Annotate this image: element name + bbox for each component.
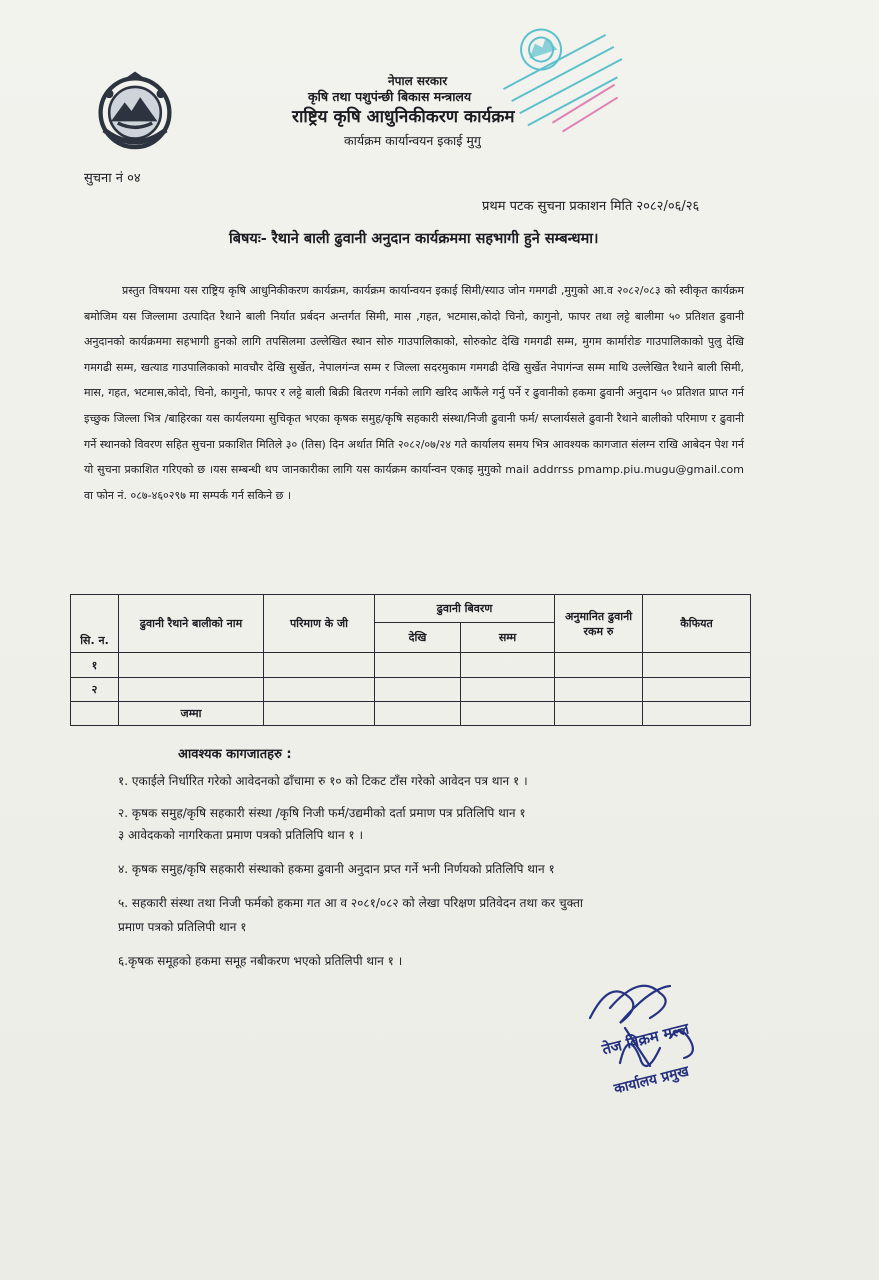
table-total-label: जम्मा [119, 701, 264, 725]
header-government: नेपाल सरकार [388, 74, 448, 88]
table-header-transport: ढुवानी बिवरण [375, 595, 555, 623]
office-stamp-icon [488, 10, 638, 140]
table-header-crop: ढुवानी रैथाने बालीको नाम [119, 595, 264, 653]
table-header-remarks: कैफियत [643, 595, 751, 653]
required-document-item: ६.कृषक समूहको हकमा समूह नबीकरण भएको प्रतिलिपी थान १ । [118, 954, 403, 968]
signatory-title: कार्यालय प्रमुख [612, 1063, 691, 1098]
header-unit: कार्यक्रम कार्यान्वयन इकाई मुगु [344, 133, 481, 148]
notice-body-paragraph: प्रस्तुत विषयमा यस राष्ट्रिय कृषि आधुनिकीकरण कार्यक्रम, कार्यक्रम कार्यान्वयन इकाई सिमी/स्याउ जोन गमगढी ,मुगुको आ.व २०८२/०८३ को स्वीकृत कार्यक्रम बमोजिम यस जिल्लामा उत्पादित रैथाने बाली निर्यात प्रर्बदन अन्तर्गत सिमी, मास ,गहत, भटमास,कोदो चिनो, कागुनो, फापर तथा लट्टे बालीमा ५० प्रतिशत ढुवानी अनुदानको कार्यक्रममा सहभागी हुनको लागि तपसिलमा उल्लेखित स्थान सोरु गाउपालिकाको, सोरुकोट देखि गमगढी सम्म, मुगम कार्मारोङ गाउपालिकाको पुलु देखि गमगढी सम्म, खत्याड गाउपालिकाको मावचौर देखि सुर्खेत, नेपालगंन्ज सम्म र जिल्ला सदरमुकाम गमगढी देखि सुर्खेत नेपागंन्ज सम्म माथि उल्लेखित रैथाने बाली सिमी, मास, गहत, भटमास,कोदो, चिनो, कागुनो, फापर र लट्टे बाली बिक्री बितरण गर्नको लागि खरिद आफैंले गर्नु पर्ने र ढुवानीको हकमा ढुवानी अनुदान ५० प्रतिशत प्राप्त गर्न इच्छुक जिल्ला भित्र /बाहिरका यस कार्यलयमा सुचिकृत भएका कृषक समुह/कृषि सहकारी संस्था/निजी ढुवानी फर्म/ सप्लार्यसले ढुवानी रैथाने बालीको परिमाण र ढुवानी गर्ने स्थानको विवरण सहित सुचना प्रकाशित मितिले ३० (तिस) दिन अर्थात मिति २०८२/०७/२४ गते कार्यालय समय भित्र आवश्यक कागजात संलग्न राखि आबेदन पेश गर्न यो सुचना प्रकाशित गरिएको छ ।यस सम्बन्धी थप जानकारीका लागि यस कार्यक्रम कार्यान्वन एकाइ मुगुको mail addrrss pmamp.piu.mugu@gmail.com वा फोन नं. ०८७-४६०२९७ मा सम्पर्क गर्न सकिने छ । [84, 284, 744, 502]
table-total-row [71, 701, 751, 725]
header-ministry: कृषि तथा पशुपंन्छी बिकास मन्त्रालय [308, 89, 472, 104]
notice-subject: बिषयः- रैथाने बाली ढुवानी अनुदान कार्यक्रममा सहभागी हुने सम्बन्धमा। [229, 231, 599, 247]
required-document-item: ३ आवेदकको नागरिकता प्रमाण पत्रको प्रतिलिपि थान १ । [118, 828, 364, 842]
table-header-quantity: परिमाण के जी [264, 595, 375, 653]
notice-body [84, 278, 744, 508]
notice-number: सुचना नं ०४ [84, 171, 141, 186]
table-header-sn: सि. न. [71, 595, 119, 653]
required-document-item: ५. सहकारी संस्था तथा निजी फर्मको हकमा गत आ व २०८१/०८२ को लेखा परिक्षण प्रतिवेदन तथा कर चुक्ता [118, 896, 584, 910]
required-document-item: २. कृषक समुह/कृषि सहकारी संस्था /कृषि निजी फर्म/उद्यमीको दर्ता प्रमाण पत्र प्रतिलिपि थान १ [118, 806, 526, 820]
table-header-estimate: अनुमानित ढुवानी रकम रु [555, 595, 643, 653]
table-row [71, 653, 751, 677]
required-documents-heading: आवश्यक कागजातहरु : [178, 747, 292, 762]
table-cell-sn: २ [71, 677, 119, 701]
publish-date: प्रथम पटक सुचना प्रकाशन मिति २०८२/०६/२६ [482, 199, 700, 214]
transport-details-table [70, 594, 751, 726]
table-cell-sn: १ [71, 653, 119, 677]
required-document-item: ४. कृषक समुह/कृषि सहकारी संस्थाको हकमा ढुवानी अनुदान प्रप्त गर्ने भनी निर्णयको प्रतिलिपि थान १ [118, 862, 555, 876]
table-header-to: सम्म [461, 623, 555, 653]
header-programme: राष्ट्रिय कृषि आधुनिकीकरण कार्यक्रम [292, 107, 515, 127]
signatory-name: तेज विक्रम मल्ल [600, 1019, 691, 1059]
table-row [71, 677, 751, 701]
required-document-item: १. एकाईले निर्धारित गरेको आवेदनको ढाँचामा रु १० को टिकट टाँस गरेको आवेदन पत्र थान १ । [118, 774, 528, 788]
table-header-from: देखि [375, 623, 461, 653]
nepal-emblem-icon [92, 68, 178, 154]
required-document-item: प्रमाण पत्रको प्रतिलिपी थान १ [118, 920, 247, 934]
